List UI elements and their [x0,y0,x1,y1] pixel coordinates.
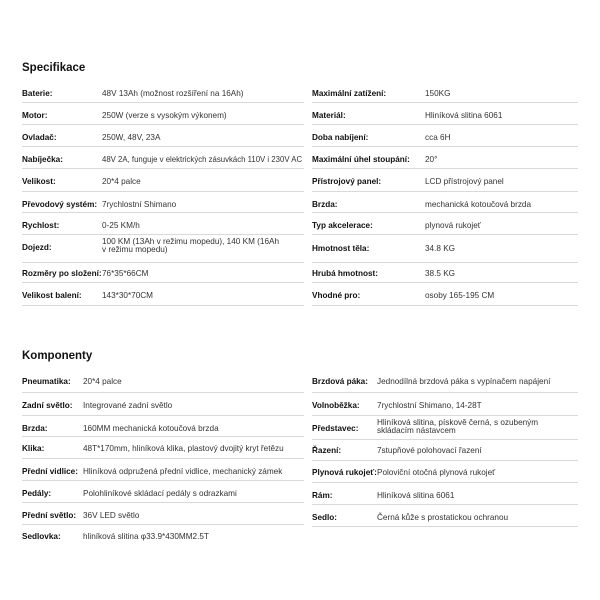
row-value: 48T*170mm, hliníková klika, plastový dvojitý kryt řetězu [83,444,284,453]
row-label: Hrubá hmotnost: [312,269,378,278]
row-value: Hliníková slitina 6061 [425,111,503,120]
row-value: osoby 165-195 CM [425,291,495,300]
row-value: 48V 13Ah (možnost rozšíření na 16Ah) [102,89,244,98]
table-row [312,80,578,103]
table-row [22,416,304,437]
row-value: mechanická kotoučová brzda [425,200,532,209]
row-label: Zadní světlo: [22,401,73,410]
row-label: Klika: [22,444,45,453]
row-label: Pneumatika: [22,377,71,386]
row-label: Převodový systém: [22,200,98,209]
table-row [22,503,304,525]
row-value: Integrované zadní světlo [83,401,173,410]
row-label: Vhodné pro: [312,291,361,300]
table-row [22,371,304,393]
row-value: Jednodílná brzdová páka s vypínačem napájení [377,377,551,386]
table-row [312,213,578,235]
row-label: Motor: [22,111,48,120]
row-label: Volnoběžka: [312,401,360,410]
table-row [22,263,304,283]
table-row [22,147,304,169]
row-label: Velikost balení: [22,291,82,300]
table-row [312,169,578,192]
spec-table-right [312,80,578,306]
row-value: 48V 2A, funguje v elektrických zásuvkách 110V i 230V AC [102,155,303,164]
row-value: 34.8 KG [425,244,456,253]
row-label: Nabíječka: [22,155,63,164]
row-label: Představec: [312,424,359,433]
table-row [22,481,304,503]
spec-table-left [22,80,304,306]
row-label: Sedlovka: [22,532,61,541]
row-value: 20° [425,155,438,164]
table-row [312,235,578,263]
table-row [312,147,578,169]
row-value: cca 6H [425,133,451,142]
row-label: Rám: [312,491,333,500]
row-label: Doba nabíjení: [312,133,369,142]
table-row [312,283,578,306]
table-row [22,437,304,459]
section-title-komponenty: Komponenty [22,350,93,362]
row-value: Hliníková odpružená přední vidlice, mechanický zámek [83,467,283,476]
table-row [22,283,304,306]
section-title-specifikace: Specifikace [22,62,86,74]
table-row [22,192,304,213]
row-label: Přístrojový panel: [312,177,382,186]
row-label: Typ akcelerace: [312,221,373,230]
row-label: Baterie: [22,89,53,98]
row-value: LCD přístrojový panel [425,177,504,186]
row-label: Maximální zatížení: [312,89,387,98]
table-row [312,263,578,283]
row-value: 20*4 palce [102,177,141,186]
row-label: Velikost: [22,177,56,186]
row-label: Ovladač: [22,133,57,142]
row-value: 20*4 palce [83,377,122,386]
row-label: Přední vidlice: [22,467,78,476]
row-value: Polohliníkové skládací pedály s odrazkami [83,489,237,498]
row-label: Sedlo: [312,513,338,522]
table-row [312,371,578,393]
row-label: Hmotnost těla: [312,244,370,253]
row-value: 36V LED světlo [83,511,140,520]
row-label: Řazení: [312,446,342,455]
row-value: Hliníková slitina 6061 [377,491,455,500]
row-value: 7rychlostní Shimano [102,200,177,209]
table-row [22,459,304,481]
table-row [22,80,304,103]
row-value: 38.5 KG [425,269,456,278]
row-value: Hliníková slitina, pískově černá, s ozubeným skládacím nástavcem [377,418,539,436]
row-value: 150KG [425,89,451,98]
table-row [312,125,578,147]
row-value: 0-25 KM/h [102,221,140,230]
table-row [312,505,578,527]
row-label: Pedály: [22,489,52,498]
row-value: 100 KM (13Ah v režimu mopedu), 140 KM (16Ah v režimu mopedu) [102,237,280,255]
row-label: Dojezd: [22,243,52,252]
row-label: Rychlost: [22,221,60,230]
row-label: Brzdová páka: [312,377,368,386]
table-row [312,192,578,213]
components-table-right [312,371,578,527]
row-label: Brzda: [22,424,48,433]
row-label: Maximální úhel stoupání: [312,155,410,164]
row-value: 250W, 48V, 23A [102,133,161,142]
table-row [312,103,578,125]
row-value: plynová rukojeť [425,221,481,230]
row-value: 7stupňové polohovací řazení [377,446,482,455]
table-row [22,169,304,192]
table-row [22,125,304,147]
table-row [22,103,304,125]
row-value: Černá kůže s prostatickou ochranou [377,513,509,522]
row-label: Brzda: [312,200,338,209]
table-row [312,416,578,440]
row-value: 160MM mechanická kotoučová brzda [83,424,219,433]
table-row [312,393,578,416]
row-value: 76*35*66CM [102,269,149,278]
table-row [22,235,304,263]
row-value: 143*30*70CM [102,291,153,300]
row-value: 7rychlostní Shimano, 14-28T [377,401,482,410]
table-row [22,525,304,547]
row-value: Poloviční otočná plynová rukojeť [377,468,496,477]
row-label: Rozměry po složení: [22,269,102,278]
row-label: Přední světlo: [22,511,77,520]
table-row [312,483,578,505]
row-value: hliníková slitina φ33.9*430MM2.5T [83,532,209,541]
row-label: Materiál: [312,111,346,120]
row-value: 250W (verze s vysokým výkonem) [102,111,227,120]
row-label: Plynová rukojeť: [312,468,377,477]
components-table-left [22,371,304,547]
table-row [312,461,578,483]
table-row [22,213,304,235]
table-row [312,440,578,461]
table-row [22,393,304,416]
